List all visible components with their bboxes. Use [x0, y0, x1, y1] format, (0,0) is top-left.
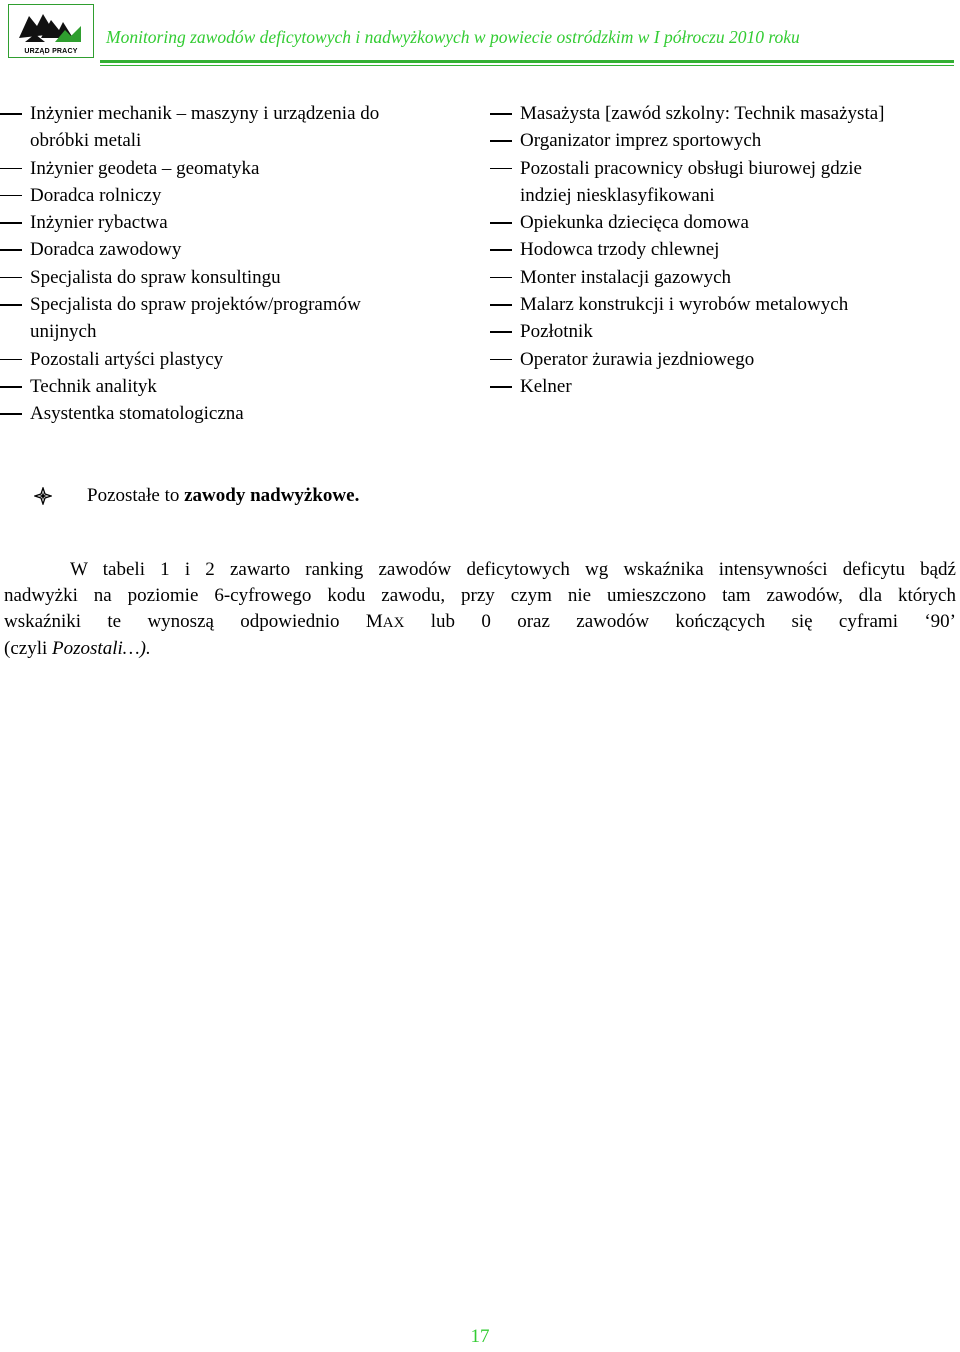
paragraph-line-4-a: (czyli	[4, 638, 53, 659]
urzad-pracy-logo	[8, 4, 94, 58]
list-item	[0, 264, 460, 291]
dash-bullet-icon	[0, 277, 22, 279]
dash-bullet-icon	[490, 331, 512, 333]
list-item	[490, 100, 960, 127]
dash-bullet-icon	[0, 386, 22, 388]
list-item	[0, 209, 460, 236]
list-item-text: Inżynier rybactwa	[30, 212, 168, 234]
list-item	[490, 373, 960, 400]
left-occupation-list	[0, 100, 460, 428]
list-item-text: Opiekunka dziecięca domowa	[520, 212, 749, 234]
paragraph-line-3-smallcaps: AX	[382, 615, 405, 631]
list-item-text: Doradca rolniczy	[30, 184, 162, 206]
header-rule	[100, 60, 954, 63]
page-number: 17	[470, 1326, 490, 1347]
dash-bullet-icon	[0, 113, 22, 115]
header-title: Monitoring zawodów deficytowych i nadwyżkowych w powiecie ostródzkim w I półroczu 2010 roku	[106, 27, 800, 47]
list-item	[0, 236, 460, 263]
surplus-note-text	[87, 482, 359, 509]
list-item	[490, 318, 960, 345]
dash-bullet-icon	[490, 386, 512, 388]
list-item-text: indziej niesklasyfikowani	[520, 184, 715, 206]
list-item	[0, 373, 460, 400]
list-item	[0, 346, 460, 373]
list-item-text: Inżynier geodeta – geomatyka	[30, 157, 260, 179]
dash-bullet-icon	[490, 304, 512, 306]
list-item-text: Inżynier mechanik – maszyny i urządzenia do	[30, 103, 380, 124]
list-item-text: Operator żurawia jezdniowego	[520, 348, 755, 370]
surplus-note-prefix: Pozostałe to	[87, 485, 185, 506]
list-item-text: Malarz konstrukcji i wyrobów metalowych	[520, 294, 849, 316]
paragraph-line-4	[4, 636, 956, 662]
dash-bullet-icon	[490, 222, 512, 224]
list-item-text: Doradca zawodowy	[30, 239, 182, 261]
list-item	[490, 127, 960, 154]
list-item-text: unijnych	[30, 321, 97, 343]
list-item-text: Asystentka stomatologiczna	[30, 403, 244, 425]
right-occupation-list	[490, 100, 960, 400]
list-item-text: Specjalista do spraw projektów/programów	[30, 294, 361, 316]
dash-bullet-icon	[0, 168, 22, 170]
page-header	[0, 0, 960, 72]
diamond-bullet-icon	[34, 487, 52, 505]
list-item-text: Pozostali artyści plastycy	[30, 348, 224, 370]
dash-bullet-icon	[490, 140, 512, 142]
list-item-text: Pozłotnik	[520, 321, 593, 343]
dash-bullet-icon	[490, 168, 512, 170]
dash-bullet-icon	[0, 304, 22, 306]
list-item-text: Monter instalacji gazowych	[520, 266, 732, 288]
list-item	[490, 209, 960, 236]
list-item	[0, 182, 460, 209]
list-item	[490, 346, 960, 373]
paragraph-line-3-a: wskaźniki te wynoszą odpowiednio M	[4, 611, 383, 632]
dash-bullet-icon	[490, 359, 512, 361]
list-item	[0, 291, 460, 346]
dash-bullet-icon	[0, 249, 22, 251]
list-item	[0, 100, 460, 155]
dash-bullet-icon	[0, 359, 22, 361]
dash-bullet-icon	[0, 195, 22, 197]
paragraph-line-2: nadwyżki na poziomie 6-cyfrowego kodu zawodu, przy czym nie umieszczono tam zawodów, dla których	[4, 585, 956, 606]
list-item	[0, 155, 460, 182]
list-item-text: Kelner	[520, 375, 572, 397]
surplus-note-bold: zawody nadwyżkowe.	[184, 485, 360, 506]
paragraph-line-1: W tabeli 1 i 2 zawarto ranking zawodów deficytowych wg wskaźnika intensywności deficytu bądź	[70, 559, 956, 580]
list-item-text: Specjalista do spraw konsultingu	[30, 266, 281, 288]
dash-bullet-icon	[490, 249, 512, 251]
list-item	[0, 400, 460, 427]
dash-bullet-icon	[490, 277, 512, 279]
list-item-text: Technik analityk	[30, 375, 157, 397]
paragraph-line-3	[4, 609, 956, 636]
list-item-text: Pozostali pracownicy obsługi biurowej gdzie	[520, 157, 862, 179]
list-item-text: Hodowca trzody chlewnej	[520, 239, 720, 261]
list-item-text: Masażysta [zawód szkolny: Technik masażysta]	[520, 103, 885, 124]
dash-bullet-icon	[0, 413, 22, 415]
list-item-text: obróbki metali	[30, 130, 142, 152]
header-rule-thin	[100, 65, 954, 66]
dash-bullet-icon	[0, 222, 22, 224]
list-item-text: Organizator imprez sportowych	[520, 130, 762, 152]
dash-bullet-icon	[490, 113, 512, 115]
logo-text: URZĄD PRACY	[24, 48, 78, 55]
list-item	[490, 236, 960, 263]
logo-emblem-icon	[15, 8, 87, 48]
paragraph-line-4-italic: Pozostali…).	[52, 638, 151, 659]
paragraph-line-3-c: lub 0 oraz zawodów kończących się cyframi ‘90’	[404, 611, 956, 632]
list-item	[490, 264, 960, 291]
list-item	[490, 155, 960, 210]
list-item	[490, 291, 960, 318]
body-paragraph	[4, 557, 956, 662]
